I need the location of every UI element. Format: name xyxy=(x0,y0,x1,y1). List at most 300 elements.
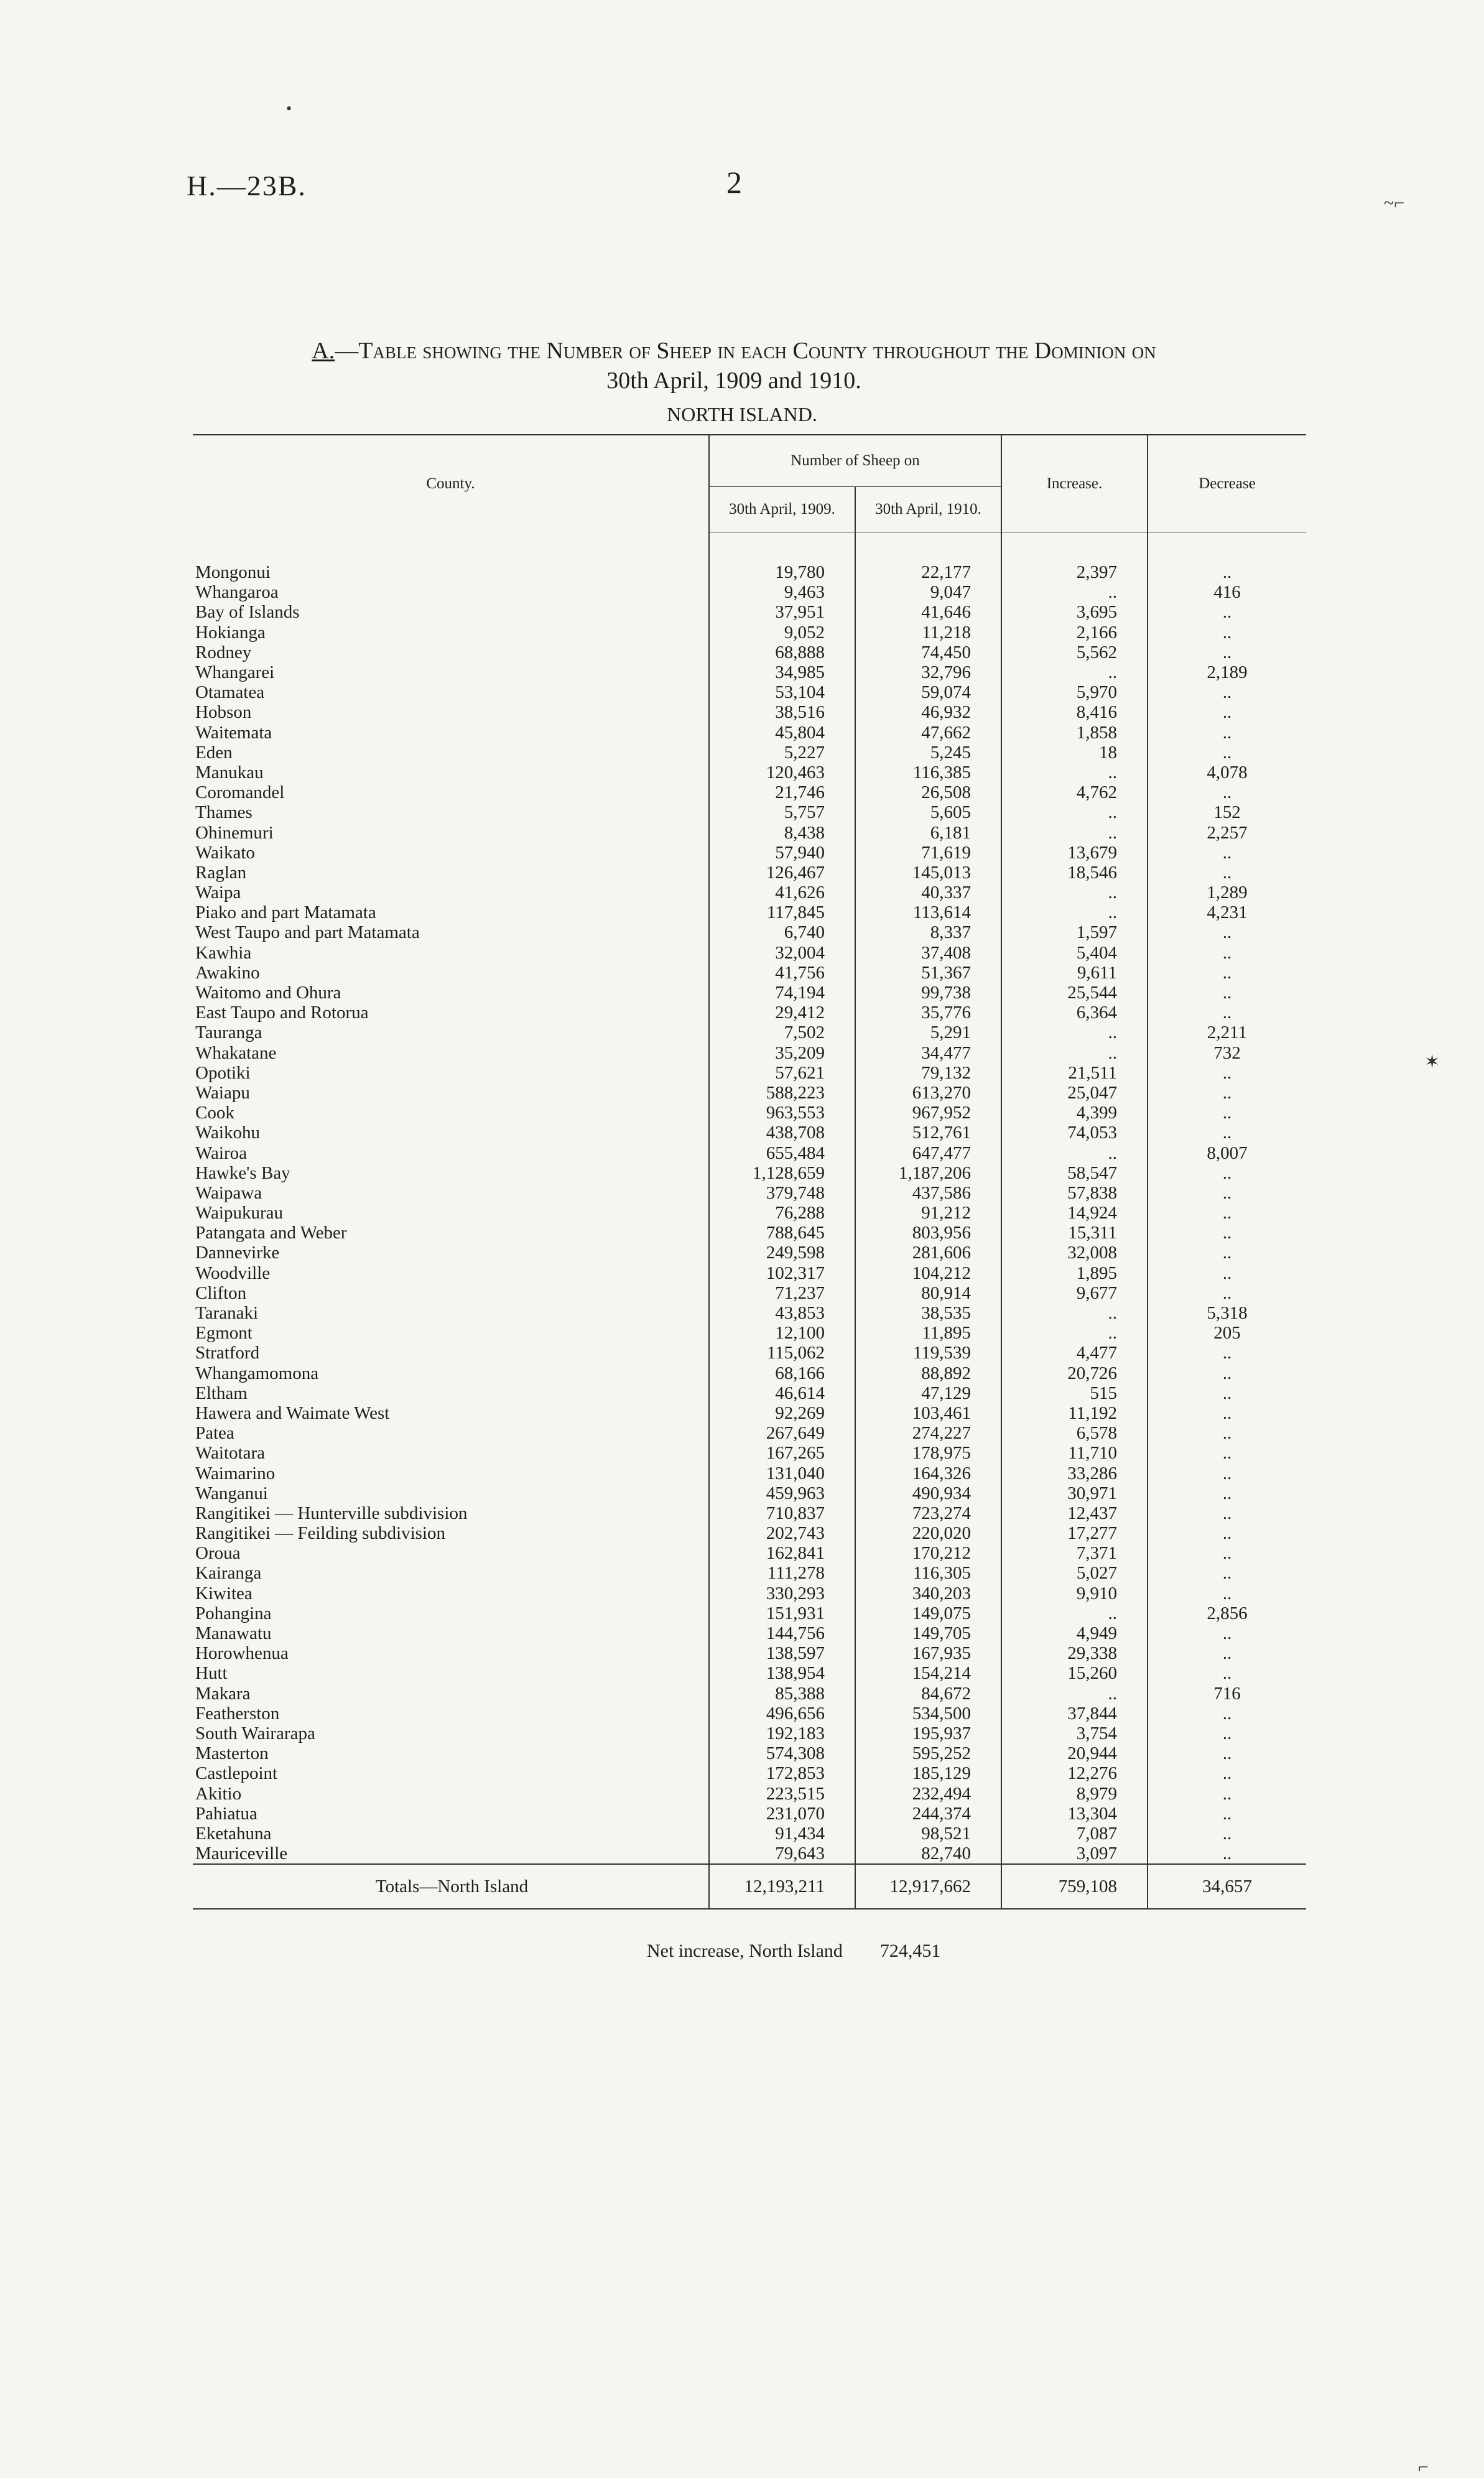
value-1909: 32,004 xyxy=(709,943,855,963)
value-increase: .. xyxy=(1001,1143,1148,1162)
value-1909: 120,463 xyxy=(709,763,855,782)
table-row xyxy=(193,1704,1306,1724)
value-1910: 149,705 xyxy=(855,1623,1001,1643)
value-1909: 71,237 xyxy=(709,1283,855,1303)
county-name: East Taupo and Rotorua xyxy=(195,1003,369,1023)
value-increase: 20,726 xyxy=(1001,1363,1148,1383)
header-number-of-sheep: Number of Sheep on xyxy=(709,435,1001,487)
value-decrease: .. xyxy=(1148,723,1306,743)
value-1910: 6,181 xyxy=(855,822,1001,842)
county-name: Whakatane xyxy=(195,1042,277,1063)
table-row xyxy=(193,863,1306,883)
value-1909: 574,308 xyxy=(709,1743,855,1763)
value-decrease: .. xyxy=(1148,983,1306,1003)
value-1909: 588,223 xyxy=(709,1083,855,1103)
value-decrease: 205 xyxy=(1148,1323,1306,1343)
value-increase: 15,260 xyxy=(1001,1663,1148,1683)
value-1909: 117,845 xyxy=(709,903,855,922)
table-row xyxy=(193,1083,1306,1103)
county-name: Manawatu xyxy=(195,1623,272,1644)
table-row xyxy=(193,1523,1306,1543)
table-title xyxy=(187,336,1281,396)
value-1909: 496,656 xyxy=(709,1704,855,1724)
value-1910: 8,337 xyxy=(855,922,1001,942)
value-increase: .. xyxy=(1001,802,1148,822)
county-name: Wanganui xyxy=(195,1483,268,1503)
value-increase: 9,677 xyxy=(1001,1283,1148,1303)
value-1909: 202,743 xyxy=(709,1523,855,1543)
county-name: Egmont xyxy=(195,1323,253,1343)
value-1909: 53,104 xyxy=(709,682,855,702)
value-increase: 5,970 xyxy=(1001,682,1148,702)
value-increase: 21,511 xyxy=(1001,1063,1148,1083)
value-1910: 113,614 xyxy=(855,903,1001,922)
value-decrease: .. xyxy=(1148,743,1306,763)
value-1909: 6,740 xyxy=(709,922,855,942)
county-name: Horowhenua xyxy=(195,1643,289,1664)
county-name: Waikato xyxy=(195,842,255,863)
value-decrease: .. xyxy=(1148,1463,1306,1483)
value-decrease: 152 xyxy=(1148,802,1306,822)
value-increase: 9,910 xyxy=(1001,1584,1148,1603)
table-row xyxy=(193,1003,1306,1023)
value-1910: 40,337 xyxy=(855,883,1001,903)
value-1909: 249,598 xyxy=(709,1243,855,1263)
value-1910: 41,646 xyxy=(855,602,1001,622)
value-increase: 5,027 xyxy=(1001,1563,1148,1583)
value-decrease: .. xyxy=(1148,863,1306,883)
table-row xyxy=(193,883,1306,903)
header-increase: Increase. xyxy=(1001,435,1148,532)
value-1910: 103,461 xyxy=(855,1403,1001,1423)
value-1909: 19,780 xyxy=(709,562,855,582)
county-name: Hawke's Bay xyxy=(195,1162,290,1183)
value-increase: 58,547 xyxy=(1001,1163,1148,1183)
value-decrease: .. xyxy=(1148,1743,1306,1763)
county-name: Oroua xyxy=(195,1543,241,1564)
value-decrease: 2,189 xyxy=(1148,662,1306,682)
document-reference: H.—23B. xyxy=(187,170,307,202)
table-row xyxy=(193,743,1306,763)
value-increase: 3,695 xyxy=(1001,602,1148,622)
value-decrease: .. xyxy=(1148,1103,1306,1123)
value-increase: .. xyxy=(1001,1684,1148,1704)
value-increase: .. xyxy=(1001,903,1148,922)
table-row xyxy=(193,983,1306,1003)
value-1909: 131,040 xyxy=(709,1463,855,1483)
value-1909: 231,070 xyxy=(709,1804,855,1824)
value-1910: 79,132 xyxy=(855,1063,1001,1083)
table-row xyxy=(193,1103,1306,1123)
net-increase-value: 724,451 xyxy=(879,1941,941,1961)
table-row xyxy=(193,1763,1306,1783)
value-decrease: 2,211 xyxy=(1148,1023,1306,1042)
value-decrease: .. xyxy=(1148,1263,1306,1283)
value-decrease: .. xyxy=(1148,1163,1306,1183)
value-increase: 2,166 xyxy=(1001,623,1148,643)
section-heading: NORTH ISLAND. xyxy=(667,403,817,425)
value-1910: 82,740 xyxy=(855,1844,1001,1864)
value-decrease: .. xyxy=(1148,1203,1306,1223)
county-name: Waiapu xyxy=(195,1082,250,1103)
county-name: Dannevirke xyxy=(195,1243,280,1263)
value-increase: 18,546 xyxy=(1001,863,1148,883)
page-number: 2 xyxy=(726,165,742,200)
table-row xyxy=(193,802,1306,822)
value-1910: 185,129 xyxy=(855,1763,1001,1783)
county-name: Mongonui xyxy=(195,562,271,583)
value-1910: 99,738 xyxy=(855,983,1001,1003)
value-1910: 437,586 xyxy=(855,1183,1001,1203)
county-name: Clifton xyxy=(195,1283,247,1303)
table-row xyxy=(193,1603,1306,1623)
county-name: Patea xyxy=(195,1423,234,1444)
county-name: Coromandel xyxy=(195,782,285,803)
value-1910: 149,075 xyxy=(855,1603,1001,1623)
value-1910: 195,937 xyxy=(855,1724,1001,1743)
value-1910: 59,074 xyxy=(855,682,1001,702)
value-decrease: .. xyxy=(1148,1403,1306,1423)
value-1909: 144,756 xyxy=(709,1623,855,1643)
value-increase: 4,477 xyxy=(1001,1343,1148,1363)
table-row xyxy=(193,1303,1306,1323)
value-decrease: .. xyxy=(1148,1763,1306,1783)
value-increase: .. xyxy=(1001,1043,1148,1063)
value-1910: 47,129 xyxy=(855,1383,1001,1403)
county-name: Akitio xyxy=(195,1783,242,1804)
value-1909: 126,467 xyxy=(709,863,855,883)
value-increase: 30,971 xyxy=(1001,1483,1148,1503)
county-name: Ohinemuri xyxy=(195,822,274,843)
value-decrease: .. xyxy=(1148,963,1306,983)
table-row xyxy=(193,1403,1306,1423)
value-increase: 7,087 xyxy=(1001,1824,1148,1844)
value-1910: 11,218 xyxy=(855,623,1001,643)
value-1909: 74,194 xyxy=(709,983,855,1003)
value-increase: 1,858 xyxy=(1001,723,1148,743)
value-decrease: .. xyxy=(1148,1724,1306,1743)
county-name: Rangitikei — Feilding subdivision xyxy=(195,1523,445,1544)
value-1909: 91,434 xyxy=(709,1824,855,1844)
value-1909: 57,621 xyxy=(709,1063,855,1083)
county-name: Otamatea xyxy=(195,682,265,703)
table-row xyxy=(193,1623,1306,1643)
value-decrease: 4,231 xyxy=(1148,903,1306,922)
totals-row xyxy=(193,1864,1306,1909)
value-1910: 9,047 xyxy=(855,582,1001,602)
value-1909: 12,100 xyxy=(709,1323,855,1343)
value-decrease: .. xyxy=(1148,562,1306,582)
value-decrease: .. xyxy=(1148,1063,1306,1083)
value-1910: 74,450 xyxy=(855,643,1001,662)
value-decrease: .. xyxy=(1148,1083,1306,1103)
value-1910: 244,374 xyxy=(855,1804,1001,1824)
value-1909: 138,954 xyxy=(709,1663,855,1683)
value-decrease: .. xyxy=(1148,602,1306,622)
header-1910: 30th April, 1910. xyxy=(855,487,1001,532)
value-increase: 25,047 xyxy=(1001,1083,1148,1103)
value-decrease: .. xyxy=(1148,1003,1306,1023)
table-row xyxy=(193,1183,1306,1203)
table-row xyxy=(193,562,1306,582)
county-name: Pohangina xyxy=(195,1603,272,1623)
value-increase: 8,416 xyxy=(1001,702,1148,722)
value-decrease: .. xyxy=(1148,782,1306,802)
value-increase: 4,399 xyxy=(1001,1103,1148,1123)
value-1909: 21,746 xyxy=(709,782,855,802)
table-letter: A. xyxy=(312,338,335,364)
table-row xyxy=(193,1423,1306,1443)
value-decrease: .. xyxy=(1148,1844,1306,1864)
totals-label: Totals—North Island xyxy=(193,1864,709,1909)
value-decrease: .. xyxy=(1148,1383,1306,1403)
value-increase: 3,097 xyxy=(1001,1844,1148,1864)
value-1910: 595,252 xyxy=(855,1743,1001,1763)
value-1910: 116,385 xyxy=(855,763,1001,782)
table-title-text: —Table showing the Number of Sheep in each County throughout the Dominion on xyxy=(335,338,1156,364)
table-row xyxy=(193,1343,1306,1363)
county-name: Waitomo and Ohura xyxy=(195,983,341,1003)
value-increase: 2,397 xyxy=(1001,562,1148,582)
county-name: Whangamomona xyxy=(195,1363,319,1383)
value-1910: 5,605 xyxy=(855,802,1001,822)
table-row xyxy=(193,1463,1306,1483)
value-decrease: .. xyxy=(1148,1223,1306,1243)
table-row xyxy=(193,1263,1306,1283)
county-name: Waitemata xyxy=(195,722,272,743)
value-increase: 14,924 xyxy=(1001,1203,1148,1223)
value-1909: 34,985 xyxy=(709,662,855,682)
header-1909: 30th April, 1909. xyxy=(709,487,855,532)
value-increase: 17,277 xyxy=(1001,1523,1148,1543)
value-1910: 967,952 xyxy=(855,1103,1001,1123)
county-name: Castlepoint xyxy=(195,1763,278,1784)
table-row xyxy=(193,1203,1306,1223)
value-1909: 1,128,659 xyxy=(709,1163,855,1183)
table-row xyxy=(193,643,1306,662)
value-1910: 274,227 xyxy=(855,1423,1001,1443)
value-1909: 37,951 xyxy=(709,602,855,622)
table-row xyxy=(193,1543,1306,1563)
county-name: Mauriceville xyxy=(195,1844,288,1864)
table-row xyxy=(193,1043,1306,1063)
table-row xyxy=(193,822,1306,842)
value-1910: 647,477 xyxy=(855,1143,1001,1162)
value-1909: 459,963 xyxy=(709,1483,855,1503)
county-name: Wairoa xyxy=(195,1143,248,1163)
value-1909: 111,278 xyxy=(709,1563,855,1583)
county-name: Waimarino xyxy=(195,1463,276,1483)
table-row xyxy=(193,662,1306,682)
county-name: Waipukurau xyxy=(195,1203,284,1223)
value-1910: 91,212 xyxy=(855,1203,1001,1223)
table-row xyxy=(193,1443,1306,1463)
value-decrease: 5,318 xyxy=(1148,1303,1306,1323)
value-increase: .. xyxy=(1001,1023,1148,1042)
value-1910: 88,892 xyxy=(855,1363,1001,1383)
value-1910: 11,895 xyxy=(855,1323,1001,1343)
table-row xyxy=(193,623,1306,643)
value-1909: 92,269 xyxy=(709,1403,855,1423)
value-decrease: .. xyxy=(1148,1584,1306,1603)
value-increase: .. xyxy=(1001,883,1148,903)
value-decrease: .. xyxy=(1148,1704,1306,1724)
value-decrease: .. xyxy=(1148,1243,1306,1263)
value-1910: 116,305 xyxy=(855,1563,1001,1583)
value-decrease: 2,856 xyxy=(1148,1603,1306,1623)
value-1910: 37,408 xyxy=(855,943,1001,963)
value-1909: 85,388 xyxy=(709,1684,855,1704)
value-increase: .. xyxy=(1001,1323,1148,1343)
value-increase: 5,562 xyxy=(1001,643,1148,662)
table-row xyxy=(193,1223,1306,1243)
table-row xyxy=(193,1663,1306,1683)
value-1910: 170,212 xyxy=(855,1543,1001,1563)
table-row xyxy=(193,1503,1306,1523)
value-increase: 74,053 xyxy=(1001,1123,1148,1143)
value-decrease: .. xyxy=(1148,1783,1306,1803)
value-decrease: .. xyxy=(1148,1283,1306,1303)
table-title-line1 xyxy=(187,336,1281,366)
value-1910: 98,521 xyxy=(855,1824,1001,1844)
value-increase: 57,838 xyxy=(1001,1183,1148,1203)
table-row xyxy=(193,582,1306,602)
value-1909: 45,804 xyxy=(709,723,855,743)
value-increase: 8,979 xyxy=(1001,1783,1148,1803)
value-decrease: 416 xyxy=(1148,582,1306,602)
value-1910: 154,214 xyxy=(855,1663,1001,1683)
value-1910: 51,367 xyxy=(855,963,1001,983)
value-decrease: .. xyxy=(1148,1343,1306,1363)
table-title-line2: 30th April, 1909 and 1910. xyxy=(606,368,861,394)
value-1910: 167,935 xyxy=(855,1643,1001,1663)
value-increase: .. xyxy=(1001,1303,1148,1323)
header-rule xyxy=(193,532,1306,563)
value-1909: 138,597 xyxy=(709,1643,855,1663)
value-1909: 162,841 xyxy=(709,1543,855,1563)
county-name: Stratford xyxy=(195,1343,260,1363)
value-increase: .. xyxy=(1001,1603,1148,1623)
table-row xyxy=(193,1563,1306,1583)
value-increase: 11,710 xyxy=(1001,1443,1148,1463)
county-name: Woodville xyxy=(195,1263,271,1283)
table-row xyxy=(193,1724,1306,1743)
value-decrease: 8,007 xyxy=(1148,1143,1306,1162)
county-name: Hokianga xyxy=(195,622,266,643)
value-1910: 5,245 xyxy=(855,743,1001,763)
value-1909: 7,502 xyxy=(709,1023,855,1042)
value-increase: 5,404 xyxy=(1001,943,1148,963)
county-name: Eltham xyxy=(195,1383,248,1403)
table-row xyxy=(193,723,1306,743)
value-1910: 232,494 xyxy=(855,1783,1001,1803)
value-1910: 104,212 xyxy=(855,1263,1001,1283)
county-name: Manukau xyxy=(195,762,264,782)
value-decrease: .. xyxy=(1148,1563,1306,1583)
table-row xyxy=(193,1163,1306,1183)
county-name: Tauranga xyxy=(195,1023,262,1043)
value-decrease: .. xyxy=(1148,943,1306,963)
value-increase: .. xyxy=(1001,662,1148,682)
value-decrease: .. xyxy=(1148,1523,1306,1543)
value-1910: 803,956 xyxy=(855,1223,1001,1243)
county-name: Eden xyxy=(195,742,233,763)
value-decrease: 4,078 xyxy=(1148,763,1306,782)
value-1910: 35,776 xyxy=(855,1003,1001,1023)
county-name: South Wairarapa xyxy=(195,1723,315,1743)
sheep-table xyxy=(193,434,1306,1910)
value-decrease: .. xyxy=(1148,643,1306,662)
value-1909: 9,463 xyxy=(709,582,855,602)
value-decrease: .. xyxy=(1148,1363,1306,1383)
value-decrease: .. xyxy=(1148,1483,1306,1503)
value-1909: 41,626 xyxy=(709,883,855,903)
county-name: Masterton xyxy=(195,1743,269,1764)
county-name: Awakino xyxy=(195,962,260,983)
value-1909: 68,166 xyxy=(709,1363,855,1383)
value-decrease: .. xyxy=(1148,1643,1306,1663)
value-1909: 76,288 xyxy=(709,1203,855,1223)
value-decrease: .. xyxy=(1148,1663,1306,1683)
table-row xyxy=(193,1643,1306,1663)
table-row xyxy=(193,1824,1306,1844)
net-increase xyxy=(647,1941,940,1962)
value-decrease: .. xyxy=(1148,1623,1306,1643)
table-row xyxy=(193,1483,1306,1503)
table-row xyxy=(193,1783,1306,1803)
table-row xyxy=(193,782,1306,802)
value-1909: 788,645 xyxy=(709,1223,855,1243)
table-row xyxy=(193,1323,1306,1343)
value-increase: 1,895 xyxy=(1001,1263,1148,1283)
value-decrease: .. xyxy=(1148,1123,1306,1143)
value-decrease: 2,257 xyxy=(1148,822,1306,842)
value-1909: 710,837 xyxy=(709,1503,855,1523)
value-1910: 723,274 xyxy=(855,1503,1001,1523)
county-name: Rangitikei — Hunterville subdivision xyxy=(195,1503,468,1523)
value-increase: 12,276 xyxy=(1001,1763,1148,1783)
value-increase: 4,762 xyxy=(1001,782,1148,802)
value-increase: 15,311 xyxy=(1001,1223,1148,1243)
county-name: Piako and part Matamata xyxy=(195,903,376,923)
value-1909: 167,265 xyxy=(709,1443,855,1463)
table-row xyxy=(193,682,1306,702)
value-1909: 5,757 xyxy=(709,802,855,822)
value-decrease: 732 xyxy=(1148,1043,1306,1063)
county-name: Thames xyxy=(195,802,253,823)
value-1910: 490,934 xyxy=(855,1483,1001,1503)
county-name: Hawera and Waimate West xyxy=(195,1403,390,1423)
value-1910: 34,477 xyxy=(855,1043,1001,1063)
table-row xyxy=(193,903,1306,922)
value-increase: 20,944 xyxy=(1001,1743,1148,1763)
value-1910: 5,291 xyxy=(855,1023,1001,1042)
value-1909: 330,293 xyxy=(709,1584,855,1603)
table-row xyxy=(193,763,1306,782)
value-1910: 613,270 xyxy=(855,1083,1001,1103)
value-increase: 12,437 xyxy=(1001,1503,1148,1523)
margin-scribble: ~⌐ xyxy=(1384,193,1405,213)
net-increase-label: Net increase, North Island xyxy=(647,1941,843,1961)
county-name: West Taupo and part Matamata xyxy=(195,922,420,943)
value-increase: 9,611 xyxy=(1001,963,1148,983)
totals-1909: 12,193,211 xyxy=(709,1864,855,1909)
county-name: Cook xyxy=(195,1103,234,1123)
value-increase: 4,949 xyxy=(1001,1623,1148,1643)
value-1910: 80,914 xyxy=(855,1283,1001,1303)
value-1909: 43,853 xyxy=(709,1303,855,1323)
table-row xyxy=(193,1143,1306,1162)
